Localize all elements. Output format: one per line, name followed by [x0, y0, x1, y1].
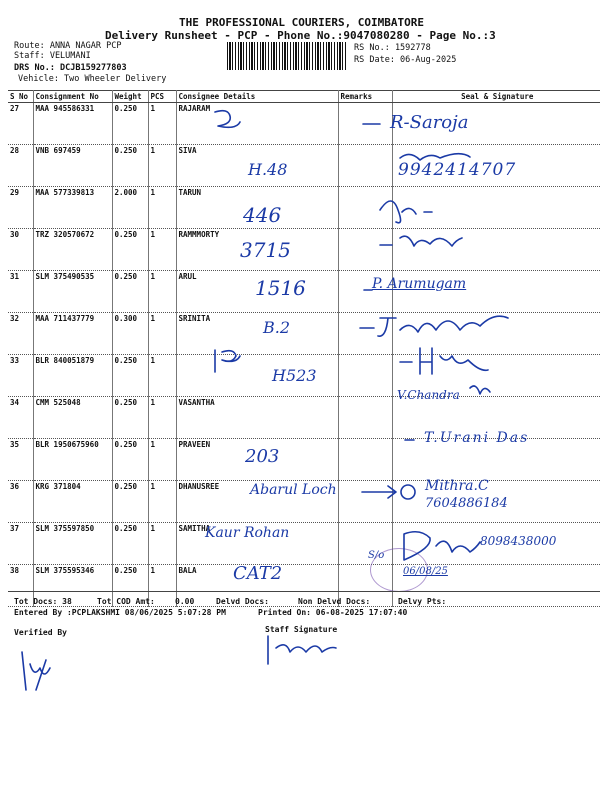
row-weight: 0.250 [112, 271, 148, 313]
row-consignee: SAMITHA [176, 523, 338, 565]
delivered-docs: Delvd Docs: [216, 597, 269, 606]
stamp-label: S/o [368, 550, 385, 561]
company-title: THE PROFESSIONAL COURIERS, COIMBATORE [179, 16, 425, 29]
staff-signature-scribble [268, 636, 336, 664]
row-consignee: SIVA [176, 145, 338, 187]
row-consignment-no: KRG 371804 [33, 481, 112, 523]
handwritten-note-row-33: H523 [272, 366, 317, 385]
printed-on: Printed On: 06-08-2025 17:07:40 [258, 608, 408, 617]
row-sno: 34 [8, 397, 33, 439]
row-sno: 33 [8, 355, 33, 397]
handwritten-note-row-36: Abarul Loch [250, 482, 337, 498]
phone-row-36: 7604886184 [425, 496, 508, 511]
total-cod-label: Tot COD Amt: [97, 597, 155, 606]
row-sno: 37 [8, 523, 33, 565]
handwritten-note-row-37: Kaur Rohan [205, 525, 290, 541]
drs-number: DRS No.: DCJB159277803 [14, 63, 127, 73]
row-consignment-no: MAA 577339813 [33, 187, 112, 229]
row-pcs: 1 [148, 229, 176, 271]
row-pcs: 1 [148, 355, 176, 397]
row-pcs: 1 [148, 145, 176, 187]
total-docs: Tot Docs: 38 [14, 597, 72, 606]
phone-row-37: 8098438000 [480, 534, 557, 548]
vehicle-label: Vehicle: Two Wheeler Delivery [18, 74, 167, 84]
handwritten-note-row-32: B.2 [263, 318, 291, 337]
row-sno: 32 [8, 313, 33, 355]
row-pcs: 1 [148, 523, 176, 565]
col-header-consignment: Consignment No [33, 91, 112, 103]
stamp-date: 06/08/25 [403, 566, 448, 577]
col-header-consignee: Consignee Details [176, 91, 338, 103]
row-weight: 0.250 [112, 229, 148, 271]
signature-row-30 [380, 236, 462, 246]
handwritten-note-row-31: 1516 [255, 276, 306, 300]
scribble-row-28 [400, 154, 470, 160]
row-sno: 28 [8, 145, 33, 187]
col-header-weight: Weight [112, 91, 148, 103]
row-pcs: 1 [148, 481, 176, 523]
row-consignment-no: SLM 375597850 [33, 523, 112, 565]
row-consignee: SRINITA [176, 313, 338, 355]
runsheet-title: Delivery Runsheet - PCP - Phone No.:9047080280 - Page No.:3 [105, 29, 496, 42]
handwritten-note-row-28: H.48 [248, 160, 288, 179]
row-sno: 35 [8, 439, 33, 481]
row-consignee: RAJARAM [176, 103, 338, 145]
delivery-points: Delvy Pts: [398, 597, 447, 606]
row-consignee: DHANUSREE [176, 481, 338, 523]
verified-by-signature [22, 652, 50, 690]
row-pcs: 1 [148, 271, 176, 313]
row-consignee: VASANTHA [176, 397, 338, 439]
row-consignee: BALA [176, 565, 338, 607]
row-pcs: 1 [148, 103, 176, 145]
staff-signature-label: Staff Signature [265, 625, 338, 634]
row-sno: 29 [8, 187, 33, 229]
signature-row-37 [404, 532, 480, 560]
signature-row-27: R-Saroja [390, 112, 469, 133]
signature-row-34: V.Chandra [397, 388, 460, 402]
rs-number: RS No.: 1592778 [354, 43, 431, 53]
row-consignment-no: CMM 525048 [33, 397, 112, 439]
row-consignment-no: MAA 711437779 [33, 313, 112, 355]
row-consignment-no: MAA 945586331 [33, 103, 112, 145]
row-pcs: 1 [148, 565, 176, 607]
row-weight: 0.250 [112, 565, 148, 607]
row-consignment-no: SLM 375490535 [33, 271, 112, 313]
row-sno: 31 [8, 271, 33, 313]
row-weight: 0.250 [112, 439, 148, 481]
row-weight: 0.250 [112, 145, 148, 187]
row-consignment-no: BLR 840051879 [33, 355, 112, 397]
row-consignment-no: TRZ 320570672 [33, 229, 112, 271]
row-consignee: RAMMMORTY [176, 229, 338, 271]
staff-label: Staff: VELUMANI [14, 51, 91, 61]
verified-by-label: Verified By [14, 628, 67, 637]
row-pcs: 1 [148, 187, 176, 229]
row-weight: 0.250 [112, 355, 148, 397]
signature-row-36: Mithra.C [425, 478, 489, 494]
handwritten-note-row-30: 3715 [240, 238, 291, 262]
signature-scribble-row-27-recipient [215, 111, 240, 128]
route-label: Route: ANNA NAGAR PCP [14, 41, 122, 51]
row-consignee: PRAVEEN [176, 439, 338, 481]
signature-row-35: T.Urani Das [424, 430, 530, 446]
rs-date: RS Date: 06-Aug-2025 [354, 55, 457, 65]
row-weight: 2.000 [112, 187, 148, 229]
handwritten-note-row-38: CAT2 [233, 563, 283, 584]
row-weight: 0.250 [112, 397, 148, 439]
signature-row-33-bracket [215, 350, 240, 372]
row-consignee: TARUN [176, 187, 338, 229]
signature-row-34-squiggle [470, 386, 490, 394]
row-sno: 38 [8, 565, 33, 607]
entered-by: Entered By :PCPLAKSHMI 08/06/2025 5:07:28 PM [14, 608, 226, 617]
row-consignment-no: BLR 1950675960 [33, 439, 112, 481]
row-consignment-no: SLM 375595346 [33, 565, 112, 607]
col-header-seal-signature: Seal & Signature [392, 91, 600, 103]
row-sno: 36 [8, 481, 33, 523]
total-cod-value: 0.00 [175, 597, 195, 606]
row-weight: 0.250 [112, 481, 148, 523]
row-pcs: 1 [148, 439, 176, 481]
row-weight: 0.250 [112, 523, 148, 565]
col-header-pcs: PCS [148, 91, 176, 103]
row-weight: 0.300 [112, 313, 148, 355]
footer-divider [8, 591, 600, 592]
signature-row-33 [400, 348, 488, 374]
row-consignment-no: VNB 697459 [33, 145, 112, 187]
signature-row-28: 9942414707 [398, 160, 517, 180]
row-consignee: ARUL [176, 271, 338, 313]
signature-row-29 [380, 201, 432, 223]
row-pcs: 1 [148, 397, 176, 439]
arrow-row-36 [362, 485, 415, 499]
non-delivered-docs: Non Delvd Docs: [298, 597, 371, 606]
row-sno: 27 [8, 103, 33, 145]
signature-row-32 [360, 316, 508, 336]
handwritten-note-row-29: 446 [243, 203, 282, 227]
col-header-sno: S No [8, 91, 33, 103]
col-header-remarks: Remarks [338, 91, 392, 103]
row-sno: 30 [8, 229, 33, 271]
signature-row-31: P. Arumugam [372, 276, 467, 292]
handwritten-note-row-35: 203 [245, 446, 280, 467]
row-pcs: 1 [148, 313, 176, 355]
row-weight: 0.250 [112, 103, 148, 145]
